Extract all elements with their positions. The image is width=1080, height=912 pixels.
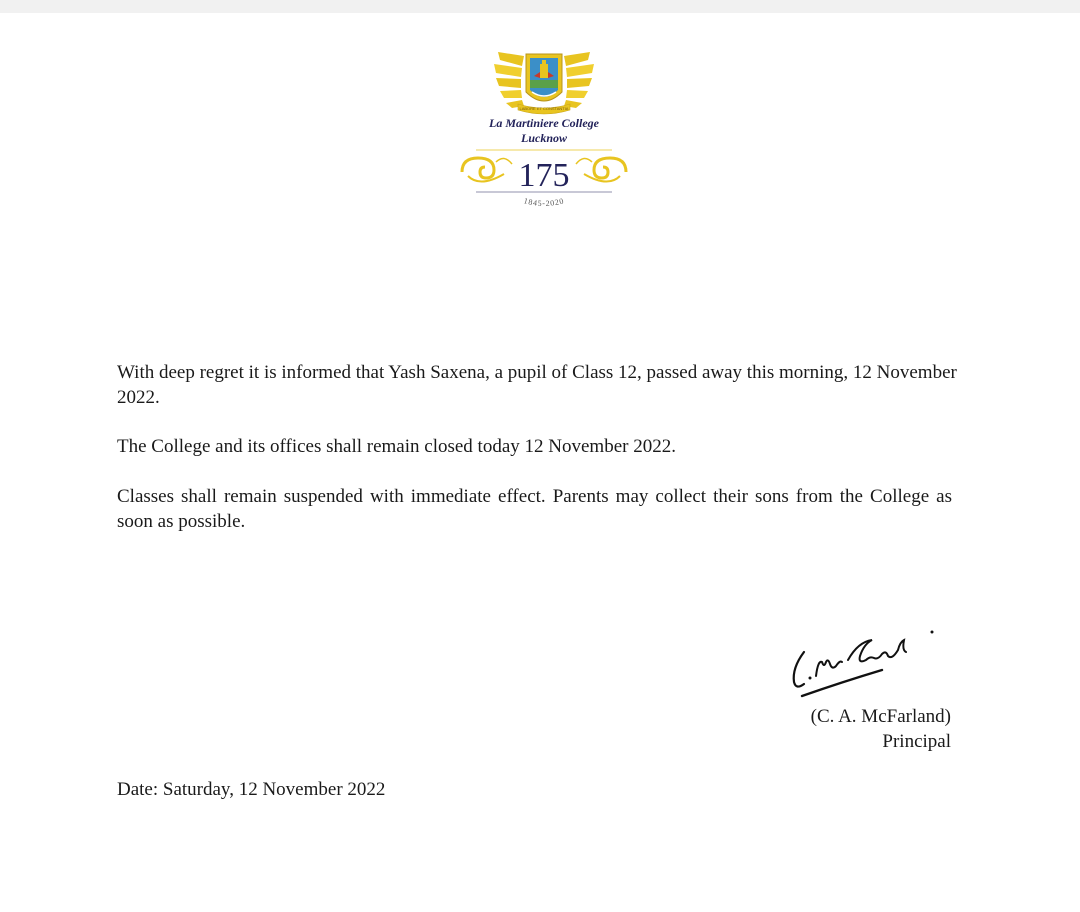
anniversary-years: 1845-2020 [522, 196, 566, 209]
notice-paragraph-2: The College and its offices shall remain closed today 12 November 2022. [117, 436, 676, 457]
logo-name: La Martiniere College [489, 116, 599, 130]
top-band [0, 0, 1080, 13]
anniversary-years-label [523, 196, 565, 208]
signatory-title: Principal [882, 731, 951, 752]
signatory-name: (C. A. McFarland) [810, 706, 951, 727]
notice-date: Date: Saturday, 12 November 2022 [117, 779, 386, 800]
notice-paragraph-1: With deep regret it is informed that Yash Saxena, a pupil of Class 12, passed away this morning, 12 November 2022. [117, 362, 957, 408]
notice-paragraph-3: Classes shall remain suspended with immediate effect. Parents may collect their sons from the College as soon as possible. [117, 486, 952, 532]
left-wing-icon [494, 52, 524, 108]
college-logo [460, 46, 628, 218]
anniversary-number: 175 [518, 157, 570, 194]
shield-icon [526, 54, 562, 101]
motto-ribbon [518, 104, 570, 114]
motto-text: LABORE ET CONSTANTIA [519, 106, 569, 111]
signature-image [782, 612, 942, 698]
right-wing-icon [564, 52, 594, 108]
logo-city: Lucknow [520, 131, 568, 145]
